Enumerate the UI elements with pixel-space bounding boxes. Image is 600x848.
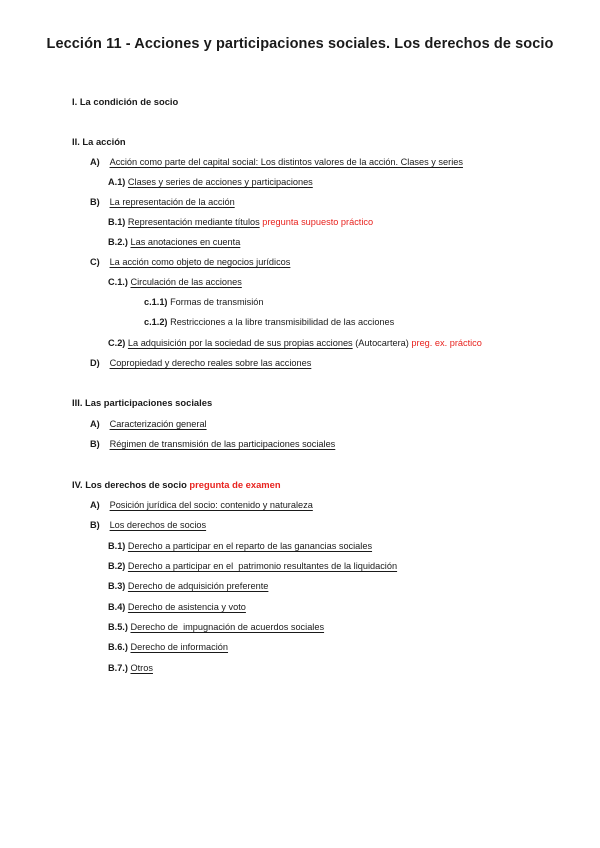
outline-item [108,236,240,248]
section-heading-1: I. La condición de socio [72,96,179,107]
item-marker: B.6.) [108,642,128,652]
outline-item [90,256,290,268]
outline-item [108,580,268,592]
outline-item [108,216,373,228]
item-text: Derecho de adquisición preferente [127,581,269,591]
item-marker: C.1.) [108,277,128,287]
item-marker: A) [90,500,100,510]
item-text: Restricciones a la libre transmisibilidad de las acciones [170,317,395,327]
item-text: Derecho de impugnación de acuerdos sociales [130,622,325,632]
item-text: Derecho a participar en el reparto de las ganancias sociales [127,541,373,551]
item-marker: C) [90,257,100,267]
item-text: Derecho de asistencia y voto [127,602,246,612]
item-marker: D) [90,358,100,368]
exam-note: pregunta de examen [189,479,281,490]
item-marker: B.1) [108,217,126,227]
item-marker: B) [90,520,100,530]
outline-item [108,560,397,572]
outline-item [144,296,264,308]
item-marker: c.1.1) [144,297,168,307]
item-marker: B.2.) [108,237,128,247]
item-marker: C.2) [108,338,126,348]
item-extra: (Autocartera) [355,338,409,348]
item-marker: B) [90,197,100,207]
item-marker: A) [90,157,100,167]
item-marker: A.1) [108,177,126,187]
item-text: Derecho de información [130,642,229,652]
item-text: Copropiedad y derecho reales sobre las acciones [109,358,312,368]
outline-item [108,601,246,613]
outline-item [90,156,463,168]
item-marker: B.5.) [108,622,128,632]
outline-item [108,621,324,633]
item-marker: B.3) [108,581,126,591]
page-title: Lección 11 - Acciones y participaciones sociales. Los derechos de socio [46,36,554,52]
item-text: Circulación de las acciones [130,277,242,287]
outline-item [108,641,228,653]
outline-item [108,276,242,288]
item-marker: A) [90,419,100,429]
item-marker: B) [90,439,100,449]
section-heading-3: III. Las participaciones sociales [72,397,213,408]
outline-item [108,176,313,188]
item-text: Otros [130,663,153,673]
outline-item [90,418,207,430]
item-text: Régimen de transmisión de las participaciones sociales [109,439,336,449]
section-heading-2: II. La acción [72,136,126,147]
item-text: Las anotaciones en cuenta [130,237,241,247]
item-text: Derecho a participar en el patrimonio resultantes de la liquidación [127,561,398,571]
outline-item [90,357,311,369]
item-text: La acción como objeto de negocios jurídicos [109,257,291,267]
outline-item [144,316,394,328]
section-heading-label: IV. Los derechos de socio [72,479,187,490]
item-text: La representación de la acción [109,197,235,207]
item-text: Acción como parte del capital social: Los distintos valores de la acción. Clases y series [109,157,463,167]
exam-note: preg. ex. práctico [411,338,482,348]
outline-item [108,540,372,552]
item-text: Caracterización general [109,419,207,429]
item-marker: c.1.2) [144,317,168,327]
item-text: Formas de transmisión [170,297,264,307]
item-marker: B.7.) [108,663,128,673]
item-text: Los derechos de socios [109,520,207,530]
outline-item [108,662,153,674]
outline-item [90,499,313,511]
item-text: La adquisición por la sociedad de sus propias acciones [127,338,353,348]
item-marker: B.4) [108,602,126,612]
outline-item [90,519,206,531]
item-text: Posición jurídica del socio: contenido y naturaleza [109,500,313,510]
exam-note: pregunta supuesto práctico [262,217,374,227]
outline-item [90,196,235,208]
section-heading-4 [72,479,281,491]
item-marker: B.1) [108,541,126,551]
item-text: Clases y series de acciones y participaciones [127,177,313,187]
outline-item [90,438,335,450]
item-text: Representación mediante títulos [127,217,260,227]
outline-item [108,337,482,349]
item-marker: B.2) [108,561,126,571]
